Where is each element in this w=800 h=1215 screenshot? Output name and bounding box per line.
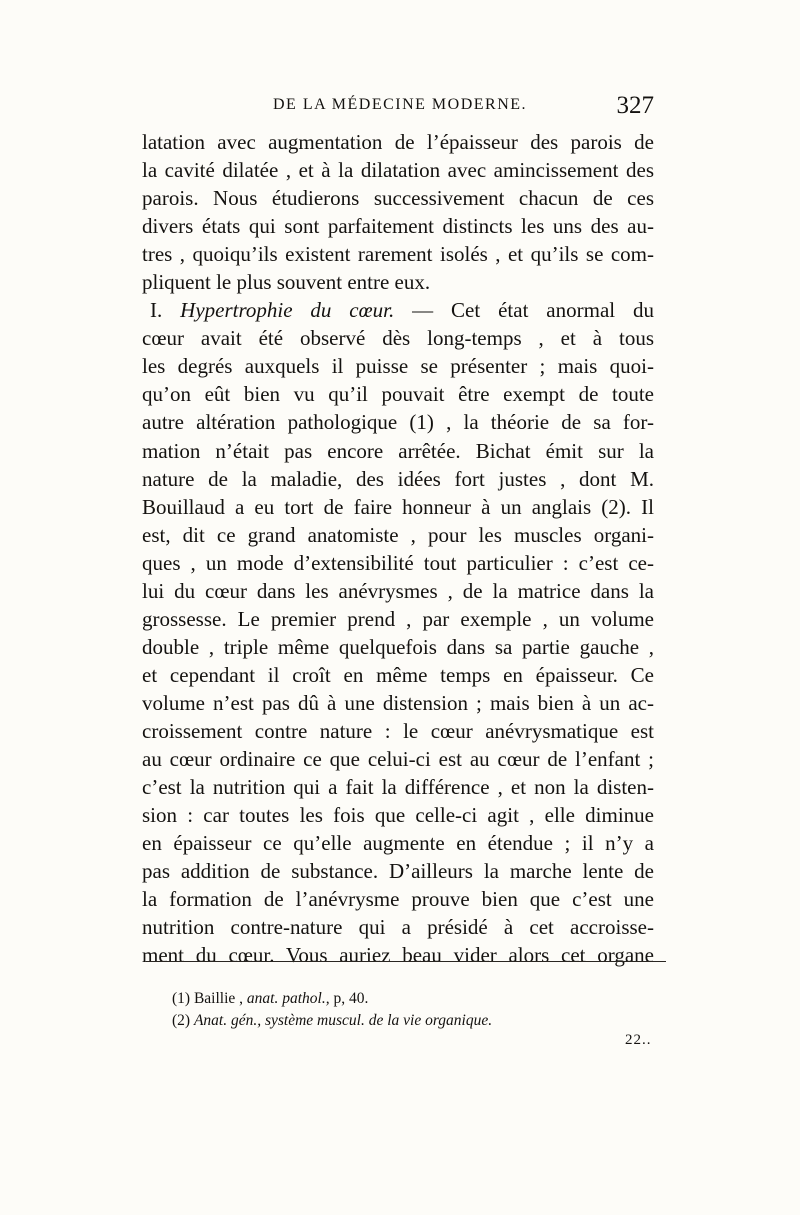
- text-line: c’est la nutrition qui a fait la différence , et non la disten-: [142, 775, 654, 800]
- text-line: parois. Nous étudierons successivement chacun de ces: [142, 186, 654, 211]
- text-line: double , triple même quelquefois dans sa partie gauche ,: [142, 634, 654, 659]
- text-line: en épaisseur ce qu’elle augmente en étendue ; il n’y a: [142, 831, 654, 856]
- text-line: au cœur ordinaire ce que celui-ci est au cœur de l’enfant ;: [142, 747, 654, 772]
- section-title: Hypertrophie du cœur.: [180, 298, 395, 323]
- text-line: ques , un mode d’extensibilité tout particulier : c’est ce-: [142, 550, 654, 575]
- footnotes: [172, 988, 652, 1032]
- footnote-marker: (2): [172, 1012, 191, 1029]
- text-line: la formation de l’anévrysme prouve bien que c’est une: [142, 887, 654, 912]
- footnote-2: [172, 1010, 652, 1032]
- text-line: les degrés auxquels il puisse se présenter ; mais quoi-: [142, 354, 654, 379]
- text-line: la cavité dilatée , et à la dilatation avec amincissement des: [142, 158, 654, 183]
- text-line: qu’on eût bien vu qu’il pouvait être exempt de toute: [142, 382, 654, 407]
- text-line: pas addition de substance. D’ailleurs la marche lente de: [142, 859, 654, 884]
- footnote-work: Anat. gén., système muscul. de la vie organique.: [193, 1012, 493, 1029]
- text-line: cœur avait été observé dès long-temps , et à tous: [142, 326, 654, 351]
- text-line: tres , quoiqu’ils existent rarement isolés , et qu’ils se com-: [142, 242, 654, 267]
- text-line: grossesse. Le premier prend , par exemple , un volume: [142, 606, 654, 631]
- footnote-marker: (1): [172, 990, 191, 1007]
- text-line: mation n’était pas encore arrêtée. Bichat émit sur la: [142, 438, 654, 463]
- running-title: DE LA MÉDECINE MODERNE.: [273, 96, 528, 113]
- text-line: Bouillaud a eu tort de faire honneur à un anglais (2). Il: [142, 494, 654, 519]
- text-line: est, dit ce grand anatomiste , pour les muscles organi-: [142, 522, 654, 547]
- text-line: sion : car toutes les fois que celle-ci agit , elle diminue: [142, 803, 654, 828]
- body-text: [142, 128, 654, 969]
- footnote-page: p, 40.: [333, 990, 369, 1007]
- text-line: volume n’est pas dû à une distension ; mais bien à un ac-: [142, 690, 654, 715]
- text-line: nutrition contre-nature qui a présidé à cet accroisse-: [142, 915, 654, 940]
- text-line: et cependant il croît en même temps en épaisseur. Ce: [142, 662, 654, 687]
- text-line: croissement contre nature : le cœur anévrysmatique est: [142, 718, 654, 743]
- section-number: I.: [150, 298, 163, 323]
- text-line: nature de la maladie, des idées fort justes , dont M.: [142, 466, 654, 491]
- signature-mark: 22..: [625, 1032, 652, 1048]
- text-line: divers états qui sont parfaitement distincts les uns des au-: [142, 214, 654, 239]
- text-line: autre altération pathologique (1) , la théorie de sa for-: [142, 410, 654, 435]
- running-head: [140, 92, 660, 122]
- footnote-work: anat. pathol.,: [246, 990, 330, 1007]
- footnote-divider: [146, 961, 666, 962]
- text-line: lui du cœur dans les anévrysmes , de la matrice dans la: [142, 578, 654, 603]
- text-line: latation avec augmentation de l’épaisseur des parois de: [142, 130, 654, 154]
- section-heading-line: [142, 296, 654, 324]
- footnote-author: Baillie ,: [193, 990, 244, 1007]
- text-line: pliquent le plus souvent entre eux.: [142, 270, 431, 295]
- footnote-1: [172, 988, 652, 1010]
- section-lead: — Cet état anormal du: [412, 298, 654, 323]
- text-line: ment du cœur. Vous auriez beau vider alors cet organe: [142, 943, 654, 968]
- page-number: 327: [616, 92, 654, 119]
